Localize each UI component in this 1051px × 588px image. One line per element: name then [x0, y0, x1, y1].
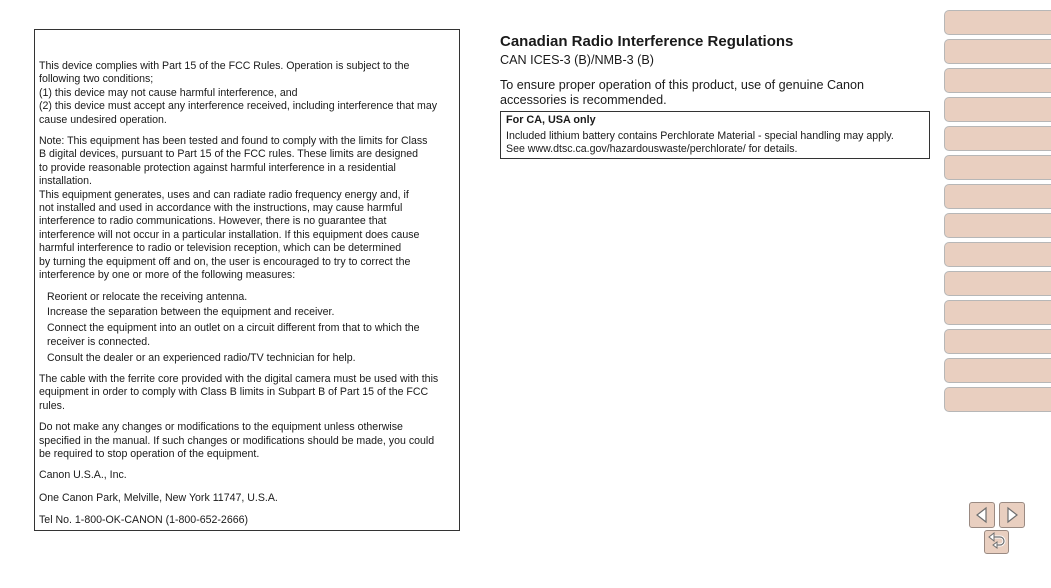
fcc-paragraph-conditions — [39, 60, 455, 127]
side-tab-strip — [944, 10, 1051, 416]
side-tab-2[interactable] — [944, 39, 1051, 64]
text-line: Consult the dealer or an experienced radio/TV technician for help. — [47, 351, 356, 364]
notice-title: For CA, USA only — [506, 114, 596, 126]
left-triangle-icon — [970, 503, 994, 527]
side-tab-4[interactable] — [944, 97, 1051, 122]
text-line: B digital devices, pursuant to Part 15 of the FCC rules. These limits are designed — [39, 148, 419, 161]
side-tab-1[interactable] — [944, 10, 1051, 35]
text-line: by turning the equipment off and on, the user is encouraged to try to correct the — [39, 255, 411, 268]
text-line: installation. — [39, 175, 92, 188]
text-line: equipment in order to comply with Class B limits in Subpart B of Part 15 of the FCC — [39, 386, 429, 399]
text-line: interference by one or more of the following measures: — [39, 269, 296, 282]
text-line: accessories is recommended. — [500, 93, 667, 107]
return-arrow-icon — [985, 531, 1008, 553]
fcc-paragraph-modifications — [39, 421, 455, 461]
text-line: (1) this device may not cause harmful interference, and — [39, 86, 298, 99]
accessories-note — [500, 78, 900, 108]
side-tab-6[interactable] — [944, 155, 1051, 180]
text-line: Included lithium battery contains Perchlorate Material - special handling may apply. — [506, 130, 894, 142]
side-tab-8[interactable] — [944, 213, 1051, 238]
measure-item — [39, 322, 455, 349]
standard-label: CAN ICES-3 (B)/NMB-3 (B) — [500, 53, 654, 67]
text-line: to provide reasonable protection against harmful interference in a residential — [39, 161, 396, 174]
next-page-button[interactable] — [999, 502, 1025, 528]
text-line: Increase the separation between the equipment and receiver. — [47, 306, 335, 319]
side-tab-7[interactable] — [944, 184, 1051, 209]
text-line: following two conditions; — [39, 73, 154, 86]
side-tab-11[interactable] — [944, 300, 1051, 325]
text-line: interference will not occur in a particular installation. If this equipment does cause — [39, 228, 420, 241]
side-tab-10[interactable] — [944, 271, 1051, 296]
return-button[interactable] — [984, 530, 1009, 554]
text-line: Connect the equipment into an outlet on a circuit different from that to which the — [47, 322, 420, 335]
notice-text — [506, 130, 924, 156]
section-title: Canadian Radio Interference Regulations — [500, 33, 794, 50]
text-line: rules. — [39, 399, 65, 412]
text-line: cause undesired operation. — [39, 113, 167, 126]
text-line: (2) this device must accept any interference received, including interference that may — [39, 100, 438, 113]
text-line: The cable with the ferrite core provided with the digital camera must be used with this — [39, 373, 439, 386]
company-name: Canon U.S.A., Inc. — [39, 469, 127, 482]
canada-regulations-section — [500, 33, 932, 108]
side-tab-5[interactable] — [944, 126, 1051, 151]
text-line: receiver is connected. — [47, 335, 151, 348]
text-line: See www.dtsc.ca.gov/hazardouswaste/perchlorate/ for details. — [506, 143, 798, 155]
text-line: harmful interference to radio or television reception, which can be determined — [39, 242, 402, 255]
text-line: Reorient or relocate the receiving antenna. — [47, 290, 248, 303]
text-line: not installed and used in accordance with the instructions, may cause harmful — [39, 202, 403, 215]
side-tab-9[interactable] — [944, 242, 1051, 267]
fcc-paragraph-ferrite — [39, 373, 455, 413]
text-line: This device complies with Part 15 of the FCC Rules. Operation is subject to the — [39, 60, 410, 72]
text-line: This equipment generates, uses and can radiate radio frequency energy and, if — [39, 188, 409, 201]
text-line: To ensure proper operation of this product, use of genuine Canon — [500, 78, 865, 92]
text-line: Note: This equipment has been tested and found to comply with the limits for Class — [39, 135, 428, 148]
measure-item — [39, 291, 455, 304]
previous-page-button[interactable] — [969, 502, 995, 528]
text-line: Do not make any changes or modifications to the equipment unless otherwise — [39, 421, 403, 434]
side-tab-12[interactable] — [944, 329, 1051, 354]
fcc-compliance-box — [34, 29, 460, 531]
side-tab-13[interactable] — [944, 358, 1051, 383]
measure-item — [39, 352, 455, 365]
text-line: be required to stop operation of the equipment. — [39, 448, 260, 461]
text-line: interference to radio communications. However, there is no guarantee that — [39, 215, 387, 228]
right-triangle-icon — [1000, 503, 1024, 527]
fcc-paragraph-note — [39, 135, 455, 282]
company-address: One Canon Park, Melville, New York 11747, U.S.A. — [39, 491, 278, 504]
measure-item — [39, 306, 455, 319]
side-tab-3[interactable] — [944, 68, 1051, 93]
perchlorate-notice-box — [500, 111, 930, 159]
company-phone: Tel No. 1-800-OK-CANON (1-800-652-2666) — [39, 514, 249, 527]
side-tab-14[interactable] — [944, 387, 1051, 412]
text-line: specified in the manual. If such changes or modifications should be made, you could — [39, 434, 435, 447]
